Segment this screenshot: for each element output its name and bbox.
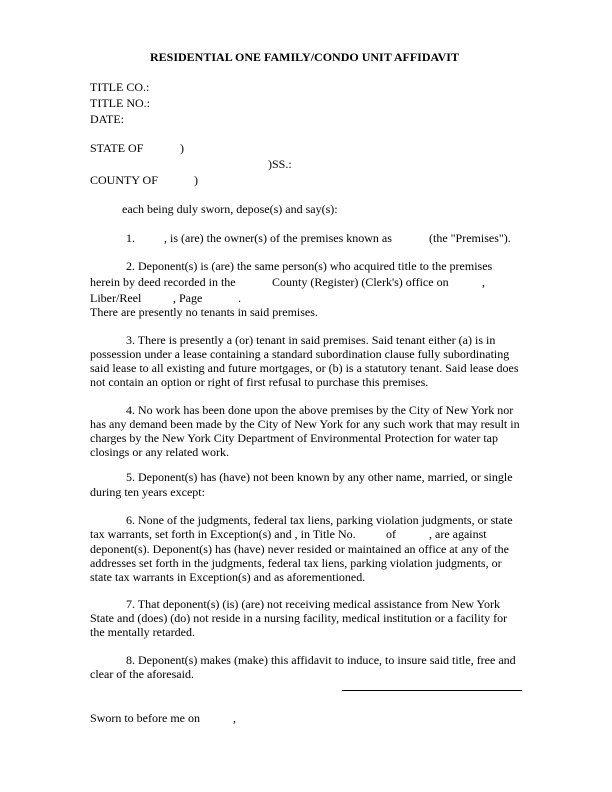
p2-line-3c: . bbox=[238, 291, 241, 305]
document-title: RESIDENTIAL ONE FAMILY/CONDO UNIT AFFIDAVIT bbox=[150, 50, 459, 64]
p7-line: State and (does) (do) not reside in a nursing facility, medical institution or a facility for bbox=[90, 611, 508, 625]
sworn-text: Sworn to before me on bbox=[90, 711, 200, 725]
state-of-label: STATE OF bbox=[90, 141, 144, 155]
p6-line-3: deponent(s). Deponent(s) has (have) never resided or maintained an office at any of the bbox=[90, 542, 509, 556]
p5-line: during ten years except: bbox=[90, 485, 205, 499]
p1-text: , is (are) the owner(s) of the premises known as bbox=[164, 231, 392, 245]
date-label: DATE: bbox=[90, 112, 124, 126]
p3-line: possession under a lease containing a standard subordination clause fully subordinating bbox=[90, 347, 510, 361]
p6-line-5: state tax warrants in Exception(s) and as aforementioned. bbox=[90, 570, 366, 584]
p3-line: said lease to all existing and future mortgages, or (b) is a statutory tenant. Said lease does bbox=[90, 361, 519, 375]
p2-line-4: There are presently no tenants in said premises. bbox=[90, 305, 318, 319]
ss-label: )SS.: bbox=[268, 157, 292, 171]
signature-line bbox=[342, 690, 522, 691]
p6-line-2a: tax warrants, set forth in Exception(s) and , in Title No. bbox=[90, 527, 356, 541]
p6-line-2c: , are against bbox=[429, 527, 487, 541]
p5-line: 5. Deponent(s) has (have) not been known by any other name, married, or single bbox=[126, 470, 513, 484]
p2-line-2c: , bbox=[482, 275, 485, 289]
p7-line: the mentally retarded. bbox=[90, 625, 195, 639]
p6-line-1: 6. None of the judgments, federal tax liens, parking violation judgments, or state bbox=[126, 513, 513, 527]
p4-line: closings or any related work. bbox=[90, 445, 229, 459]
p4-line: 4. No work has been done upon the above premises by the City of New York nor bbox=[126, 403, 514, 417]
title-no-label: TITLE NO.: bbox=[90, 96, 150, 110]
p3-line: not contain an option or right of first refusal to purchase this premises. bbox=[90, 375, 429, 389]
sworn-comma: , bbox=[233, 711, 236, 725]
p4-line: charges by the New York City Department of Environmental Protection for water tap bbox=[90, 431, 499, 445]
p6-line-2b: of bbox=[386, 527, 396, 541]
p8-line: clear of the aforesaid. bbox=[90, 667, 194, 681]
p2-line-3a: Liber/Reel bbox=[90, 291, 142, 305]
state-paren: ) bbox=[180, 141, 184, 155]
p1-end: (the "Premises"). bbox=[429, 231, 511, 245]
p6-line-4: addresses set forth in the judgments, federal tax liens, parking violation judgments, or bbox=[90, 556, 502, 570]
p1-number: 1. bbox=[126, 231, 135, 245]
county-of-label: COUNTY OF bbox=[90, 173, 158, 187]
p7-line: 7. That deponent(s) (is) (are) not receiving medical assistance from New York bbox=[126, 597, 500, 611]
p2-line-3b: , Page bbox=[173, 291, 203, 305]
p2-line-1: 2. Deponent(s) is (are) the same person(s) who acquired title to the premises bbox=[126, 259, 493, 273]
p2-line-2b: County (Register) (Clerk's) office on bbox=[272, 275, 449, 289]
p3-line: 3. There is presently a (or) tenant in said premises. Said tenant either (a) is in bbox=[126, 333, 496, 347]
title-co-label: TITLE CO.: bbox=[90, 80, 150, 94]
intro-text: each being duly sworn, depose(s) and say(s): bbox=[122, 202, 338, 216]
p2-line-2a: herein by deed recorded in the bbox=[90, 275, 236, 289]
county-paren: ) bbox=[194, 173, 198, 187]
p8-line: 8. Deponent(s) makes (make) this affidavit to induce, to insure said title, free and bbox=[126, 653, 516, 667]
p4-line: has any demand been made by the City of New York for any such work that may result in bbox=[90, 417, 520, 431]
